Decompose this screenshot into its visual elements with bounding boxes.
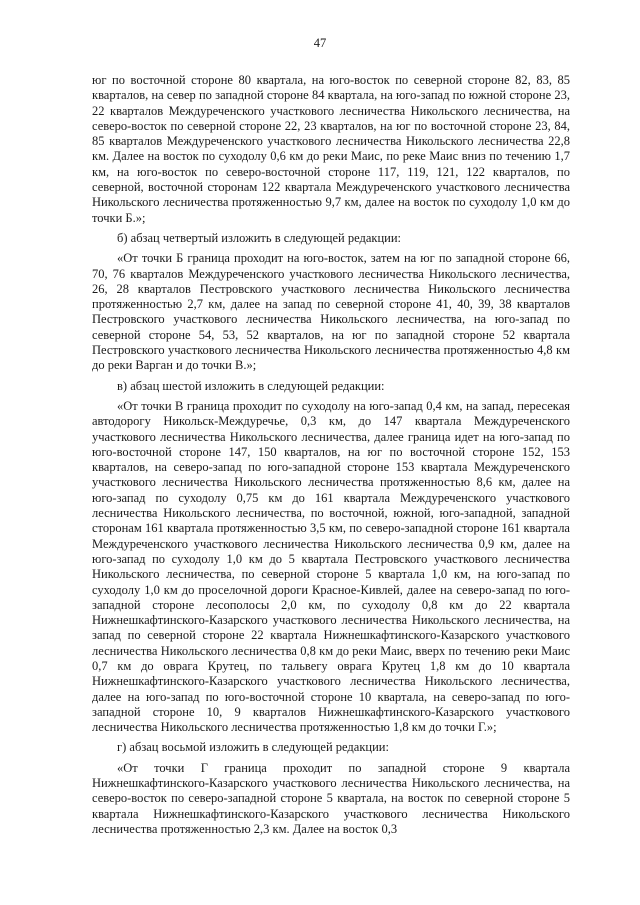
page-number: 47 xyxy=(313,36,327,50)
paragraph-point-b-text: «От точки Б граница проходит на юго-восток, затем на юг по западной стороне 66, 70, 76 кварталов Междуреченского участкового лесничества Никольского лесничества, 26, 28 кварталов Пестровского участкового лесничества Никольского лесничества протяженностью 2,7 км, далее на запад по северной стороне 41, 40, 39, 38 кварталов Пестровского участкового лесничества Никольского лесничества, на юго-запад по северной стороне 54, 53, 52 кварталов, на юг по западной стороне 52 квартала Пестровского участкового лесничества Никольского лесничества протяженностью 4,8 км до реки Варган и до точки В.»; xyxy=(92,251,570,373)
paragraph-point-v-text: «От точки В граница проходит по суходолу на юго-запад 0,4 км, на запад, пересекая автодорогу Никольск-Междуречье, 0,3 км, до 147 квартала Междуреченского участкового лесничества Никольского лесничества, далее граница идет на юго-запад по юго-восточной стороне 147, 150 кварталов, на юг по восточной стороне 152, 153 кварталов, на северо-запад по юго-западной стороне 153 квартала Междуреченского участкового лесничества Никольского лесничества протяженностью 8,6 км, далее на юго-запад по суходолу 0,75 км до 161 квартала Междуреченского участкового лесничества Никольского лесничества, по восточной, южной, юго-западной, западной сторонам 161 квартала протяженностью 3,5 км, по северо-западной стороне 161 квартала Междуреченского участкового лесничества Никольского лесничества 0,9 км, далее на юго-запад по суходолу 1,0 км до 5 квартала Пестровского участкового лесничества Никольского лесничества, по северной стороне 5 квартала 1,0 км, на юго-запад по суходолу 1,0 км до проселочной дороги Красное-Кивлей, далее на северо-запад по юго-западной стороне лесополосы 2,0 км, по суходолу 0,8 км до 22 квартала Нижнешкафтинского-Казарского участкового лесничества Никольского лесничества, на запад по северной стороне 22 квартала Нижнешкафтинского-Казарского участкового лесничества Никольского лесничества 0,8 км до реки Маис, вверх по течению реки Маис 0,7 км до оврага Крутец, по тальвегу оврага Крутец 1,8 км до 10 квартала Нижнешкафтинского-Казарского участкового лесничества Никольского лесничества, далее на юго-запад по юго-восточной стороне 10 квартала, на северо-запад по юго-западной стороне 10, 9 кварталов Нижнешкафтинского-Казарского участкового лесничества Никольского лесничества протяженностью 1,8 км до точки Г.»; xyxy=(92,398,570,735)
paragraph-continuation: юг по восточной стороне 80 квартала, на юго-восток по северной стороне 82, 83, 85 кварталов, на север по западной стороне 84 квартала, на юго-запад по южной стороне 23, 22 кварталов Междуреченского участкового лесничества Никольского лесничества, на северо-восток по северной стороне 22, 23 кварталов, на юг по восточной стороне 23, 84, 85 кварталов Междуреченского участкового лесничества Никольского лесничества 22,8 км. Далее на восток по суходолу 0,6 км до реки Маис, по реке Маис вниз по течению 1,7 км, на юго-восток по северо-восточной стороне 117, 119, 121, 122 кварталов, по северной, восточной сторонам 122 квартала Междуреченского участкового лесничества Никольского лесничества протяженностью 9,7 км, далее на восток по суходолу 1,0 км до точки Б.»; xyxy=(92,73,570,225)
paragraph-point-g-text: «От точки Г граница проходит по западной стороне 9 квартала Нижнешкафтинского-Казарского участкового лесничества Никольского лесничества, на северо-восток по северо-западной стороне 5 квартала, на восток по северной стороне 5 квартала Нижнешкафтинского-Казарского участкового лесничества Никольского лесничества протяженностью 2,3 км. Далее на восток 0,3 xyxy=(92,760,570,836)
paragraph-amendment-v: в) абзац шестой изложить в следующей редакции: xyxy=(117,378,385,393)
paragraph-amendment-g: г) абзац восьмой изложить в следующей редакции: xyxy=(117,740,389,755)
paragraph-amendment-b: б) абзац четвертый изложить в следующей редакции: xyxy=(117,230,401,245)
document-body xyxy=(92,73,570,842)
